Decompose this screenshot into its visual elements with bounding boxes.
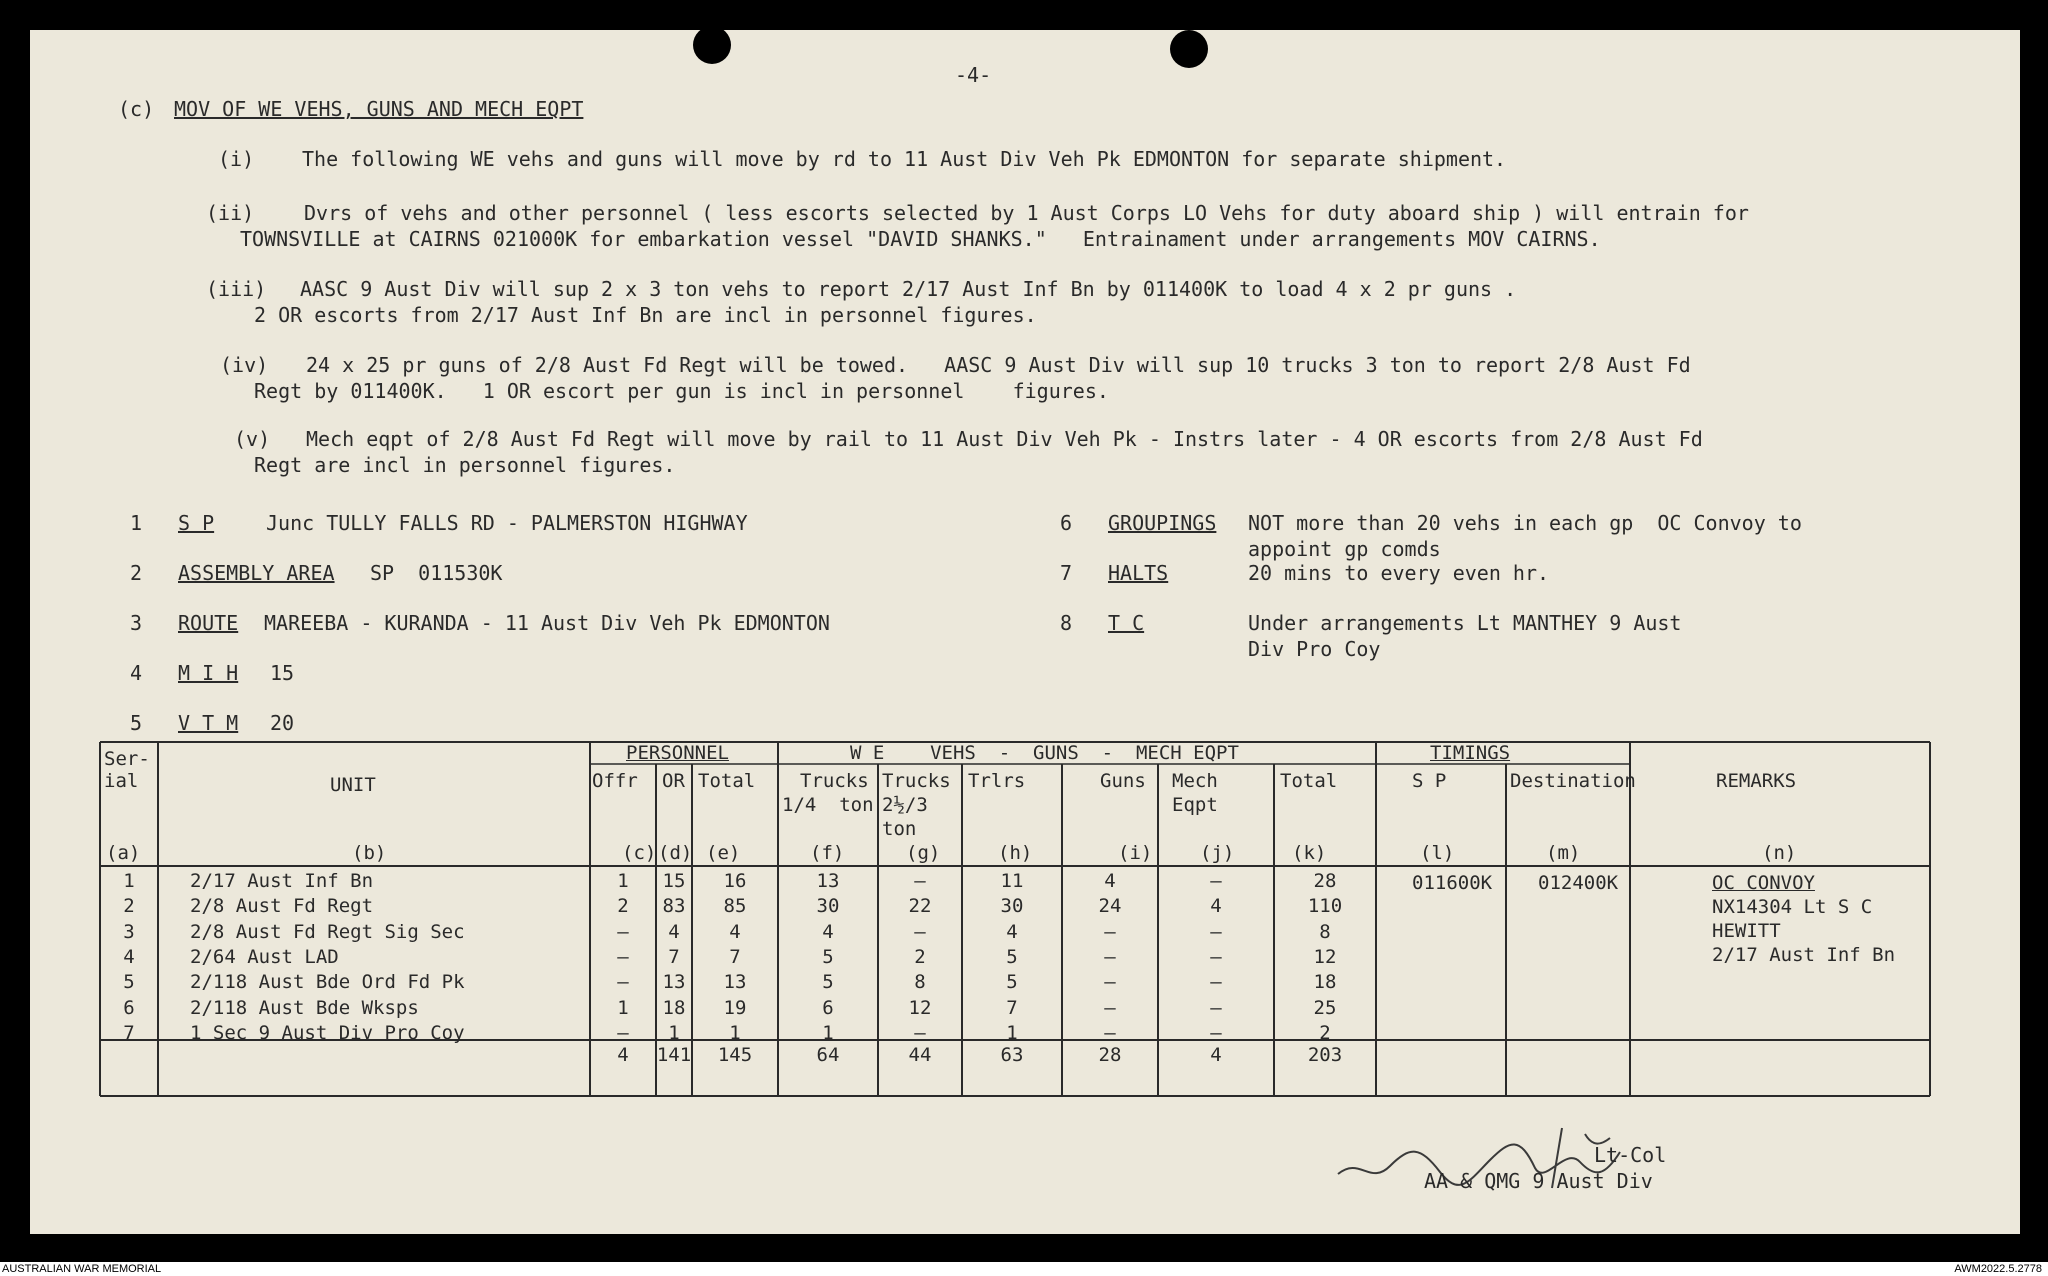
cell-total2: 28 <box>1313 870 1337 892</box>
total-all: 203 <box>1307 1044 1343 1066</box>
col-letter: (i) <box>1118 842 1153 864</box>
cell-t23: 12 <box>908 996 932 1019</box>
cell-guns: 4 <box>1104 870 1116 892</box>
cell-serial: 2 <box>123 895 135 918</box>
detail-value: NOT more than 20 vehs in each gp OC Convoy to <box>1248 511 1802 535</box>
remark-line: OC CONVOY <box>1712 872 1815 894</box>
col-header-destination: Destination <box>1510 770 1636 792</box>
cell-guns: – <box>1104 1021 1116 1044</box>
cell-mech: – <box>1210 971 1222 994</box>
cell-tq: 5 <box>822 971 834 994</box>
cell-guns: – <box>1104 945 1116 968</box>
cell-unit: 2/118 Aust Bde Ord Fd Pk <box>190 971 465 994</box>
cell-offr: – <box>617 1021 629 1044</box>
remark-line: NX14304 Lt S C <box>1712 896 1873 918</box>
detail-number: 6 <box>1060 511 1073 535</box>
cell-mech: – <box>1210 920 1222 943</box>
col-header-mech: Eqpt <box>1172 794 1218 816</box>
col-header-serial: Ser- <box>104 748 150 770</box>
col-header-trlrs: Trlrs <box>968 770 1026 792</box>
paragraph-line: 2 OR escorts from 2/17 Aust Inf Bn are incl in personnel figures. <box>254 303 1037 327</box>
cell-offr: – <box>617 945 629 968</box>
section-title: MOV OF WE VEHS, GUNS AND MECH EQPT <box>174 97 584 121</box>
total-or: 141 <box>656 1044 692 1066</box>
cell-tq: 6 <box>822 996 834 1019</box>
cell-offr: 1 <box>617 996 629 1019</box>
cell-unit: 2/17 Aust Inf Bn <box>190 870 374 892</box>
paragraph-line: Regt are incl in personnel figures. <box>254 453 676 477</box>
cell-trlrs: 5 <box>1006 971 1018 994</box>
col-letter: (l) <box>1420 842 1455 864</box>
cell-or: 13 <box>662 971 686 994</box>
cell-tq: 4 <box>822 920 834 943</box>
detail-value: 20 mins to every even hr. <box>1248 561 1550 585</box>
cell-total2: 18 <box>1313 971 1337 994</box>
col-header-trucks-quarter: Trucks <box>800 770 869 792</box>
col-header-or: OR <box>662 770 685 792</box>
cell-offr: 2 <box>617 895 629 918</box>
paragraph-line: Dvrs of vehs and other personnel ( less escorts selected by 1 Aust Corps LO Vehs for duty aboard ship ) will entrain for <box>304 201 1749 225</box>
detail-number: 5 <box>130 711 143 735</box>
cell-serial: 4 <box>123 945 135 968</box>
cell-serial: 3 <box>123 920 135 943</box>
detail-number: 1 <box>130 511 143 535</box>
detail-number: 2 <box>130 561 143 585</box>
col-letter: (c) <box>622 842 657 864</box>
cell-serial: 5 <box>123 971 135 994</box>
cell-serial: 6 <box>123 996 135 1019</box>
page-number: -4- <box>955 63 992 87</box>
detail-number: 4 <box>130 661 143 685</box>
footer-bar <box>0 1262 2048 1276</box>
col-header-total2: Total <box>1280 770 1338 792</box>
paragraph-line: AASC 9 Aust Div will sup 2 x 3 ton vehs to report 2/17 Aust Inf Bn by 011400K to load 4 x 2 pr guns . <box>300 277 1517 301</box>
section-marker: (c) <box>118 97 155 121</box>
cell-unit: 2/118 Aust Bde Wksps <box>190 996 419 1019</box>
timing-sp: 011600K <box>1412 872 1493 894</box>
col-header-remarks: REMARKS <box>1716 770 1797 792</box>
cell-mech: – <box>1210 1021 1222 1044</box>
col-header-trucks-3ton: Trucks <box>882 770 951 792</box>
document-page <box>30 30 2020 1234</box>
cell-offr: – <box>617 920 629 943</box>
col-header-trucks-3ton: ton <box>882 818 917 840</box>
col-header-total: Total <box>698 770 756 792</box>
cell-t23: – <box>914 920 926 943</box>
total-personnel: 145 <box>717 1044 753 1066</box>
cell-total: 16 <box>723 870 747 892</box>
paragraph-marker: (i) <box>218 147 255 171</box>
cell-or: 1 <box>668 1021 680 1044</box>
cell-guns: – <box>1104 996 1116 1019</box>
detail-value: 15 <box>270 661 295 685</box>
col-header-mech: Mech <box>1172 770 1218 792</box>
footer-accession: AWM2022.5.2778 <box>1954 1263 2042 1275</box>
personnel-group-header: PERSONNEL <box>626 742 729 764</box>
detail-number: 7 <box>1060 561 1073 585</box>
signature-rank: Lt-Col <box>1594 1143 1667 1167</box>
cell-total: 1 <box>729 1021 741 1044</box>
detail-value: Div Pro Coy <box>1248 637 1381 661</box>
detail-value: appoint gp comds <box>1248 537 1441 561</box>
paragraph-marker: (v) <box>234 427 271 451</box>
cell-t23: 22 <box>908 895 932 918</box>
detail-label: V T M <box>178 711 239 735</box>
footer-source: AUSTRALIAN WAR MEMORIAL <box>2 1263 162 1275</box>
total-trucks-3ton: 44 <box>908 1044 932 1066</box>
cell-t23: 2 <box>914 945 926 968</box>
cell-or: 15 <box>662 870 686 892</box>
signature-appointment: AA & QMG 9 Aust Div <box>1424 1169 1653 1193</box>
detail-value: MAREEBA - KURANDA - 11 Aust Div Veh Pk EDMONTON <box>264 611 830 635</box>
cell-or: 7 <box>668 945 680 968</box>
cell-trlrs: 1 <box>1006 1021 1018 1044</box>
cell-or: 18 <box>662 996 686 1019</box>
detail-value: SP 011530K <box>370 561 503 585</box>
cell-total2: 12 <box>1313 945 1337 968</box>
cell-t23: 8 <box>914 971 926 994</box>
col-letter: (m) <box>1546 842 1581 864</box>
detail-label: T C <box>1108 611 1145 635</box>
cell-total2: 110 <box>1307 895 1343 918</box>
col-letter: (d) <box>658 842 693 864</box>
paragraph-line: The following WE vehs and guns will move by rd to 11 Aust Div Veh Pk EDMONTON for separate shipment. <box>302 147 1507 171</box>
col-header-sp: S P <box>1412 770 1447 792</box>
cell-tq: 13 <box>816 870 840 892</box>
col-letter: (n) <box>1762 842 1797 864</box>
total-trlrs: 63 <box>1000 1044 1024 1066</box>
cell-total2: 8 <box>1319 920 1331 943</box>
total-offr: 4 <box>617 1044 629 1066</box>
detail-label: S P <box>178 511 215 535</box>
detail-label: ROUTE <box>178 611 239 635</box>
cell-trlrs: 11 <box>1000 870 1024 892</box>
col-header-trucks-quarter: 1/4 ton <box>782 794 874 816</box>
cell-trlrs: 7 <box>1006 996 1018 1019</box>
detail-label: M I H <box>178 661 239 685</box>
detail-number: 8 <box>1060 611 1073 635</box>
cell-serial: 1 <box>123 870 135 892</box>
cell-total: 13 <box>723 971 747 994</box>
total-guns: 28 <box>1098 1044 1122 1066</box>
cell-trlrs: 4 <box>1006 920 1018 943</box>
cell-guns: 24 <box>1098 895 1122 918</box>
col-letter: (b) <box>352 842 387 864</box>
cell-mech: – <box>1210 945 1222 968</box>
paragraph-marker: (ii) <box>206 201 255 225</box>
col-letter: (h) <box>998 842 1033 864</box>
cell-or: 4 <box>668 920 680 943</box>
cell-guns: – <box>1104 920 1116 943</box>
detail-number: 3 <box>130 611 143 635</box>
cell-total2: 25 <box>1313 996 1337 1019</box>
cell-unit: 2/8 Aust Fd Regt Sig Sec <box>190 920 465 943</box>
detail-value: Under arrangements Lt MANTHEY 9 Aust <box>1248 611 1682 635</box>
col-header-offr: Offr <box>592 770 638 792</box>
detail-label: ASSEMBLY AREA <box>178 561 335 585</box>
paragraph-line: TOWNSVILLE at CAIRNS 021000K for embarkation vessel "DAVID SHANKS." Entrainament under arrangements MOV CAIRNS. <box>240 227 1601 251</box>
remark-line: 2/17 Aust Inf Bn <box>1712 944 1896 966</box>
cell-tq: 1 <box>822 1021 834 1044</box>
cell-trlrs: 5 <box>1006 945 1018 968</box>
cell-total: 19 <box>723 996 747 1019</box>
paragraph-line: Regt by 011400K. 1 OR escort per gun is incl in personnel figures. <box>254 379 1109 403</box>
col-letter: (e) <box>706 842 741 864</box>
detail-label: GROUPINGS <box>1108 511 1217 535</box>
remark-line: HEWITT <box>1712 920 1781 942</box>
paragraph-marker: (iv) <box>220 353 269 377</box>
cell-total: 4 <box>729 920 741 943</box>
col-letter: (j) <box>1200 842 1235 864</box>
timings-group-header: TIMINGS <box>1430 742 1511 764</box>
cell-total2: 2 <box>1319 1021 1331 1044</box>
cell-offr: 1 <box>617 870 629 892</box>
total-mech: 4 <box>1210 1044 1222 1066</box>
col-letter: (f) <box>810 842 845 864</box>
col-header-guns: Guns <box>1100 770 1146 792</box>
total-trucks-quarter: 64 <box>816 1044 840 1066</box>
cell-or: 83 <box>662 895 686 918</box>
cell-mech: – <box>1210 870 1222 892</box>
cell-t23: – <box>914 1021 926 1044</box>
we-group-header: W E VEHS - GUNS - MECH EQPT <box>850 742 1239 764</box>
cell-t23: – <box>914 870 926 892</box>
col-letter: (a) <box>106 842 141 864</box>
paragraph-line: 24 x 25 pr guns of 2/8 Aust Fd Regt will be towed. AASC 9 Aust Div will sup 10 trucks 3 ton to report 2/8 Aust Fd <box>306 353 1691 377</box>
paragraph-marker: (iii) <box>206 277 267 301</box>
col-letter: (g) <box>906 842 941 864</box>
cell-mech: 4 <box>1210 895 1222 918</box>
cell-unit: 2/64 Aust LAD <box>190 945 339 968</box>
cell-serial: 7 <box>123 1021 135 1044</box>
timing-destination: 012400K <box>1538 872 1619 894</box>
detail-value: Junc TULLY FALLS RD - PALMERSTON HIGHWAY <box>266 511 748 535</box>
detail-value: 20 <box>270 711 295 735</box>
cell-trlrs: 30 <box>1000 895 1024 918</box>
cell-total: 7 <box>729 945 741 968</box>
cell-tq: 30 <box>816 895 840 918</box>
cell-mech: – <box>1210 996 1222 1019</box>
cell-tq: 5 <box>822 945 834 968</box>
cell-total: 85 <box>723 895 747 918</box>
col-header-trucks-3ton: 2½/3 <box>882 794 928 816</box>
paragraph-line: Mech eqpt of 2/8 Aust Fd Regt will move by rail to 11 Aust Div Veh Pk - Instrs later - 4 OR escorts from 2/8 Aust Fd <box>306 427 1703 451</box>
col-header-serial: ial <box>104 770 139 792</box>
detail-label: HALTS <box>1108 561 1169 585</box>
cell-unit: 1 Sec 9 Aust Div Pro Coy <box>190 1021 465 1044</box>
col-letter: (k) <box>1292 842 1327 864</box>
cell-unit: 2/8 Aust Fd Regt <box>190 895 374 918</box>
cell-guns: – <box>1104 971 1116 994</box>
col-header-unit: UNIT <box>330 774 376 796</box>
cell-offr: – <box>617 971 629 994</box>
